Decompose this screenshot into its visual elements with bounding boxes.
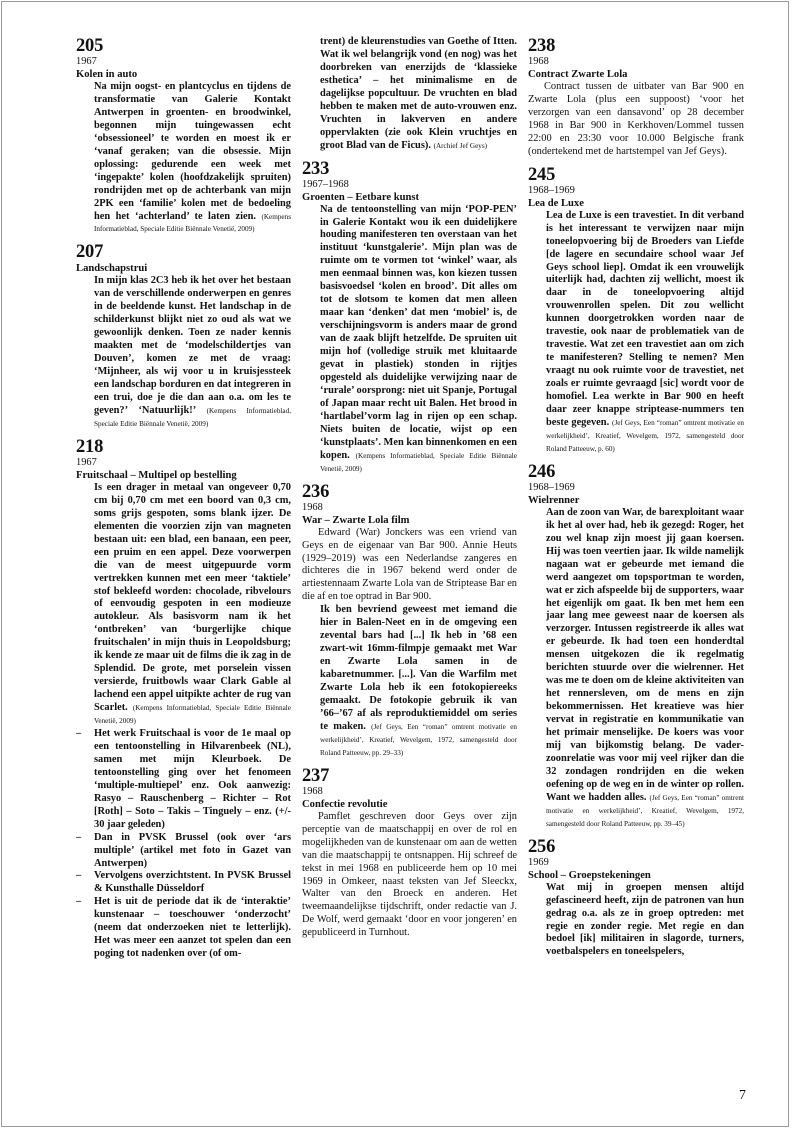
entry-number: 218 <box>76 436 104 457</box>
entry-237 <box>302 766 517 941</box>
entry-number: 236 <box>302 481 330 502</box>
entry-body: trent) de kleurenstudies van Goethe of Itten. Wat ik wel belangrijk vond (en nog) was het doorbreken van enerzijds de ‘klassieke esthetica’ – het minimalisme en de dagelijkse popcultuur. De vruchten en blad hebben te maken met de auto-vrouwen enz. Vruchten in lakverven en andere oppervlakten (zie ook Klein vruchtjes en groot Blad van de Ficus). (Archief Jef Geys) <box>320 36 517 151</box>
entry-title: Groenten – Eetbare kunst <box>302 191 420 203</box>
entry-year: 1968–1969 <box>528 184 575 196</box>
entry-title: Lea de Luxe <box>528 197 584 209</box>
source-citation: (Kempens Informatieblad, Speciale Editie Biënnale Venetië, 2009) <box>94 704 291 726</box>
entry-title: Landschapstrui <box>76 263 148 275</box>
entry-number: 246 <box>528 461 556 482</box>
entry-title: Kolen in auto <box>76 69 138 80</box>
entry-year: 1968 <box>302 785 323 797</box>
bullet-list <box>76 728 291 961</box>
page-number: 7 <box>739 1088 746 1103</box>
entry-body: Lea de Luxe is een travestiet. In dit verband is het interessant te verwijzen naar mijn toneelopvoering bij de Broeders van Liefde [de lagere en secundaire school waar Jef Geys school liep]. Omdat ik een vrouwelijk uiterlijk had, dachten zij wellicht, moest ik daar in de toneelopvoering altijd vrouwenrollen spelen. Dit zou wellicht kunnen doorgetrokken worden naar de travestie, ook naar de problematiek van de travestie. Wat zet een travestiet aan om zich te manifesteren? Stelling te nemen? Men vraagt nu ook ruimte voor de travestiet, net zoals er ruimte gevraagd [sic] wordt voor de homofiel. Lea werkte in Bar 900 en heeft daar zeer knappe striptease-nummers ten beste gegeven. (Jef Geys, Een “roman” omtrent motivatie en werkelijkheid’, Kreatief, Wevelgem, 1972, samengesteld door Roland Patteeuw, p. 60) <box>546 209 744 453</box>
entry-body: Wat mij in groepen mensen altijd gefascineerd heeft, zijn de patronen van hun gedrag o.a. als ze in groep optreden: met regie en zonder regie. Met regie en dan bedoel [ik] militairen in slagorde, turners, voetbalspelers en toneelspelers, <box>546 881 744 958</box>
entry-body: Is een drager in metaal van ongeveer 0,70 cm bij 0,70 cm met een boord van 0,3 cm, soms grijs gespoten, soms blank ijzer. De elementen die voorzien zijn van magneten bestaan uit: een blad, een banaan, een peer, een pruim en een appel. Deze voorwerpen die van de meest uitgepuurde vorm vertrekken kunnen met een meer ‘taktiele’ stof bekleefd worden: chocolade, ribvelours of eenvoudig gespoten in een modieuze autokleur. Als basisvorm nam ik het ‘ontbreken’ van ‘burgerlijke chique fruitschalen’ in mijn thuis in Leopoldsburg; ik kende ze maar uit de films die ik zag in de Splendid. De grote, met porselein vissen versierde, fruitbowls waar Clark Gable al lachend een appel uitpikte achter de rug van Scarlet. (Kempens Informatieblad, Speciale Editie Biënnale Venetië, 2009) <box>94 481 291 726</box>
list-item: – Het werk Fruitschaal is voor de 1e maal op een tentoonstelling in Hilvarenbeek (NL), samen met mijn Kleurboek. De tentoonstelling ging over het fenomeen ‘multiple-multiepel’ enz. Ook aanwezig: Rasyo – Rauschenberg – Richter – Rot [Roth] – Soto – Takis – Tinguely – enz. (+/- 30 jaar geleden) <box>76 728 291 832</box>
column-2 <box>302 36 517 946</box>
entry-236 <box>302 482 517 760</box>
entry-title: Wielrenner <box>528 494 580 506</box>
entry-number: 245 <box>528 164 556 185</box>
list-item: – Vervolgens overzichtstent. In PVSK Brussel & Kunsthalle Düsseldorf <box>76 870 291 896</box>
entry-207 <box>76 242 291 430</box>
entry-205 <box>76 36 291 236</box>
list-item: – Het is uit de periode dat ik de ‘interaktie’ kunstenaar – toeschouwer ‘onderzocht’ (neem dat onderzoeken niet te letterlijk). Het was meer een aanzet tot spelen dan een poging tot nadenken over (of om- <box>76 896 291 961</box>
entry-year: 1967–1968 <box>302 178 349 190</box>
entry-title: Contract Zwarte Lola <box>528 69 628 80</box>
entry-title: War – Zwarte Lola film <box>302 514 410 526</box>
entry-238 <box>528 36 744 159</box>
entry-246 <box>528 462 744 831</box>
entry-year: 1968 <box>302 501 323 513</box>
source-citation: (Kempens Informatieblad, Speciale Editie Biënnale Venetië, 2009) <box>94 212 291 234</box>
entry-year: 1969 <box>528 856 549 868</box>
entry-year: 1968–1969 <box>528 481 575 493</box>
source-citation: (Jef Geys, Een “roman” omtrent motivatie en werkelijkheid’, Kreatief, Wevelgem, 1972, samengesteld door Roland Patteeuw, pp. 29–33) <box>320 722 517 757</box>
entry-number: 238 <box>528 36 556 56</box>
entry-number: 256 <box>528 836 556 857</box>
list-item: – Dan in PVSK Brussel (ook over ‘ars multiple’ (artikel met foto in Gazet van Antwerpen) <box>76 832 291 871</box>
entry-218 <box>76 437 291 961</box>
entry-number: 205 <box>76 36 104 56</box>
entry-body: Ik ben bevriend geweest met iemand die hier in Balen-Neet en in de omgeving een zevental bars had [...] Ik heb in ’68 een zwart-wit 16mm-filmpje gemaakt met War en Zwarte Lola samen in de kabaretnummer. [...]. Van die Warfilm met Zwarte Lola heb ik een fotokopiereeks gemaakt. De fotokopie gebruik ik van ’66–’67 af als reproduktiemiddel om series te maken. (Jef Geys, Een “roman” omtrent motivatie en werkelijkheid’, Kreatief, Wevelgem, 1972, samengesteld door Roland Patteeuw, pp. 29–33) <box>320 604 517 757</box>
entry-body: Contract tussen de uitbater van Bar 900 en Zwarte Lola (plus een suppoost) ‘voor het verzorgen van een dansavond’ op 28 december 1968 in Bar 900 in Kerkhoven/Lommel tussen 22:00 en 23:30 voor 10.000 Belgische frank (ondertekend met de hartstempel van Jef Geys). <box>528 81 744 157</box>
entry-intro: Edward (War) Jonckers was een vriend van Geys en de eigenaar van Bar 900. Annie Heuts (1929–2019) was een Nederlandse zangeres en dichteres die in 1967 bekend werd onder de artiestennaam Zwarte Lola van de Striptease Bar en die af en toe optrad in Bar 900. <box>302 526 517 603</box>
source-citation: (Jef Geys, Een “roman” omtrent motivatie en werkelijkheid’, Kreatief, Wevelgem, 1972, samengesteld door Roland Patteeuw, p. 60) <box>546 418 744 453</box>
entry-233 <box>302 159 517 476</box>
entry-title: School – Groepstekeningen <box>528 869 651 881</box>
source-citation: (Kempens Informatieblad, Speciale Editie Biënnale Venetië, 2009) <box>320 451 517 473</box>
entry-title: Confectie revolutie <box>302 798 388 810</box>
source-citation: (Archief Jef Geys) <box>433 141 488 150</box>
entry-body: Na de tentoonstelling van mijn ‘POP-PEN’ in Galerie Kontakt wou ik een duidelijkere houding manifesteren ten overstaan van het instituut ‘kunstgalerie’. Mijn plan was de ruimte om te vormen tot ‘winkel’ waar, als men eenmaal binnen was, kon kiezen tussen basisvoedsel ‘kolen en brood’. Dit alles om tot de slotsom te komen dat men alleen maar kan ‘denken’ dat men ‘mobiel’ is, de verschijningsvorm is anders maar de grond van de zaak blijft hetzelfde. De spruiten uit mijn hof (volledige struik met kluitaarde gevat in plastiek) stonden in rijtjes opgesteld als duidelijke verwijzing naar de ‘rurale’ oorsprong: niet uit Spanje, Portugal of Japan maar recht uit Balen. Het brood in ‘hartlabel’vorm lag in rijen op een schap. Niets buiten de locatie, wijst op een ‘kunstplaats’. Men kan binnenkomen en een kopen. (Kempens Informatieblad, Speciale Editie Biënnale Venetië, 2009) <box>320 203 517 473</box>
column-3 <box>528 36 744 965</box>
entry-245 <box>528 165 744 456</box>
entry-year: 1967 <box>76 56 97 67</box>
entry-title: Fruitschaal – Multipel op bestelling <box>76 469 237 481</box>
entry-year: 1968 <box>528 56 549 67</box>
entry-number: 233 <box>302 158 330 179</box>
column-1 <box>76 36 291 967</box>
entry-number: 207 <box>76 242 104 263</box>
entry-218-continued <box>302 36 517 153</box>
source-citation: (Kempens Informatieblad, Speciale Editie Biënnale Venetië, 2009) <box>94 406 291 428</box>
entry-body: Aan de zoon van War, de barexploitant waar ik het al over had, heb ik gezegd: Roger, het zou wel knap zijn moest jij gaan koersen. Hij was toen veertien jaar. Ik wilde namelijk nagaan wat er gebeurde met iemand die werd aangezet om topsportman te worden, wat er zich afspeelde bij de supporters, waar het eigenlijk om gaat. Ik ben met hem een jaar lang mee geweest naar de koersen als verzorger. Intussen registreerde ik alles wat er gebeurde. Ik had toen een honderdtal mensen uitgekozen die ik regelmatig berichten stuurde over die wielrenner. Het was me te doen om de kleine aktiviteiten van het rennersleven, om de mens en zijn bekommernissen. Het kreatieve was hier vervat in registratie en kommunikatie van het primair menselijke. De koers was voor mij van bijkomstig belang. De vader-zoonrelatie was voor mij veel rijker dan die 32 zondagen rondrijden en die weken oefening op de weg en in de winter op rollen. Want we hadden alles. (Jef Geys, Een “roman” omtrent motivatie en werkelijkheid’, Kreatief, Wevelgem, 1972, samengesteld door Roland Patteeuw, pp. 39–45) <box>546 506 744 828</box>
entry-256 <box>528 837 744 960</box>
entry-body: Pamflet geschreven door Geys over zijn perceptie van de maatschappij en over de rol en mogelijkheden van de kunstenaar om aan de wetten van die maatschappij te ontsnappen. Hij schreef de tekst in mei 1968 en publiceerde hem op 10 mei 1969 in Omkeer, naast teksten van Jef Sleeckx, Walter van den Broeck en anderen. Het tweemaandelijkse tijdschrift, onder redactie van J. De Wolf, werd gemaakt ‘door en voor jongeren’ en gepubliceerd in Turnhout. <box>302 810 517 939</box>
entry-body: In mijn klas 2C3 heb ik het over het bestaan van de verschillende onderwerpen en genres in de beeldende kunst. Het landschap in de schilderkunst blijkt niet zo oud als wat we gewoonlijk denken. Toen ze nader kennis maakten met de ‘modelschildertjes van Douven’, komen ze met de vraag: ‘Mijnheer, als wij voor u in kruisjessteek een landschap borduren en dat integreren in een trui, doe je die dan aan o.a. om les te geven?’ ‘Natuurlijk!’ (Kempens Informatieblad, Speciale Editie Biënnale Venetië, 2009) <box>94 275 291 428</box>
source-citation: (Jef Geys, Een “roman” omtrent motivatie en werkelijkheid’, Kreatief, Wevelgem, 1972, samengesteld door Roland Patteeuw, pp. 39–45) <box>546 793 744 828</box>
entry-body: Na mijn oogst- en plantcyclus en tijdens de transformatie van Galerie Kontakt Antwerpen in groenten- en broodwinkel, begonnen mijn tuingewassen echt ‘obsessioneel’ te worden en moest ik er ‘vanaf geraken; van die obsessie. Mijn oplossing: gedurende een week met ‘ingepakte’ kolen (hoofdzakelijk spruiten) rondrijden met op de achterbank van mijn 2PK een ‘familie’ kolen met de bedoeling hen het ‘achterland’ te laten zien. (Kempens Informatieblad, Speciale Editie Biënnale Venetië, 2009) <box>94 81 291 234</box>
entry-number: 237 <box>302 765 330 786</box>
entry-year: 1967 <box>76 456 97 468</box>
